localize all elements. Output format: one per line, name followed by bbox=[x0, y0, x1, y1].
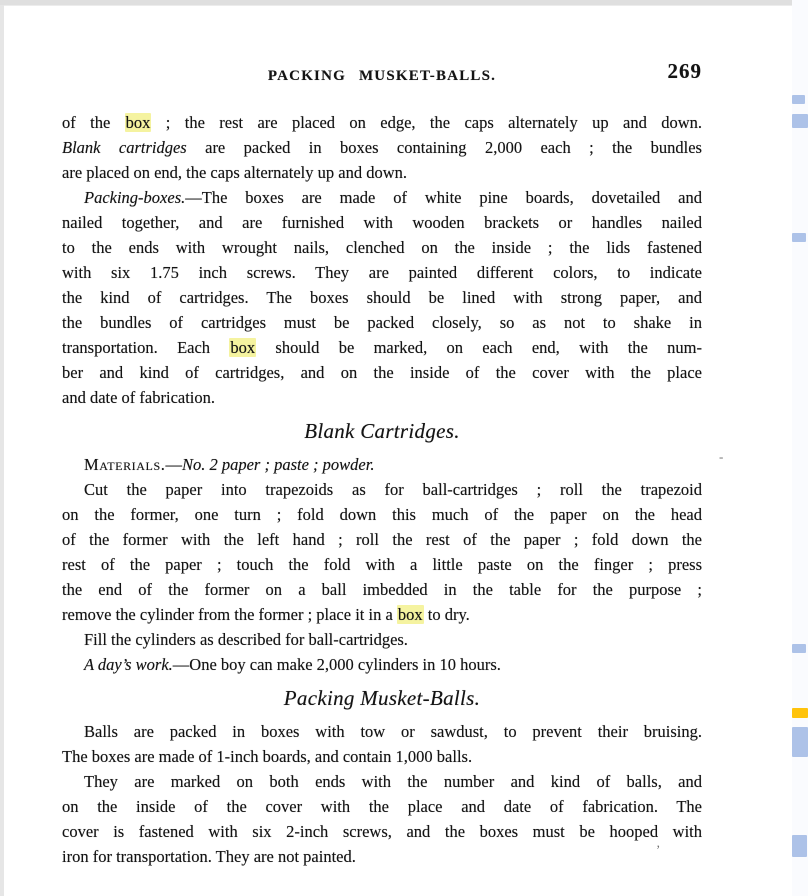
text-segment: They are marked on both ends with the number and kind of balls, and bbox=[84, 772, 702, 791]
text-segment: —The boxes are made of white pine boards, dovetailed and bbox=[185, 188, 702, 207]
text-segment: Cut the paper into trapezoids as for ball-cartridges ; roll the trapezoid bbox=[84, 480, 702, 499]
paragraph bbox=[62, 627, 702, 652]
search-result-marker[interactable] bbox=[792, 727, 808, 757]
text-line bbox=[62, 552, 702, 577]
text-segment: on the former, one turn ; fold down this much of the paper on the head bbox=[62, 505, 702, 524]
text-line bbox=[62, 627, 702, 652]
text-line bbox=[62, 235, 702, 260]
text-line bbox=[62, 527, 702, 552]
text-line bbox=[62, 744, 702, 769]
paragraph bbox=[62, 769, 702, 869]
text-line bbox=[62, 719, 702, 744]
text-segment: iron for transportation. They are not painted. bbox=[62, 847, 356, 866]
paragraph bbox=[62, 452, 702, 477]
text-segment: rest of the paper ; touch the fold with a little paste on the finger ; press bbox=[62, 555, 702, 574]
text-line bbox=[62, 652, 702, 677]
text-line bbox=[62, 360, 702, 385]
page-text bbox=[62, 110, 702, 869]
running-head: PACKING MUSKET-BALLS. bbox=[267, 68, 497, 84]
text-segment: should be marked, on each end, with the num- bbox=[256, 338, 703, 357]
text-segment: with six 1.75 inch screws. They are painted different colors, to indicate bbox=[62, 263, 702, 282]
text-line bbox=[62, 335, 702, 360]
text-line bbox=[62, 769, 702, 794]
text-segment: and date of fabrication. bbox=[62, 388, 216, 407]
text-line bbox=[62, 285, 702, 310]
text-segment: transportation. Each bbox=[62, 338, 230, 357]
text-line bbox=[62, 602, 702, 627]
search-result-marker[interactable] bbox=[792, 233, 806, 242]
search-highlight: box bbox=[397, 605, 423, 624]
search-result-marker[interactable] bbox=[792, 835, 807, 857]
text-segment: —One boy can make 2,000 cylinders in 10 hours. bbox=[172, 655, 501, 674]
scan-artifact: - bbox=[719, 449, 724, 464]
text-line bbox=[62, 452, 702, 477]
text-line bbox=[62, 844, 702, 869]
page-number: 269 bbox=[667, 59, 702, 83]
text-segment: ; the rest are placed on edge, the caps alternately up and down. bbox=[151, 113, 703, 132]
search-result-marker[interactable] bbox=[792, 95, 805, 104]
text-segment: remove the cylinder from the former ; place it in a bbox=[62, 605, 397, 624]
search-highlight: box bbox=[230, 338, 256, 357]
text-segment: are placed on end, the caps alternately up and down. bbox=[62, 163, 407, 182]
scanned-page bbox=[4, 6, 792, 896]
scan-artifact: ʼ bbox=[656, 842, 661, 857]
page-content bbox=[62, 6, 702, 869]
text-segment: the bundles of cartridges must be packed closely, so as not to shake in bbox=[62, 313, 702, 332]
text-segment: The boxes are made of 1-inch boards, and contain 1,000 balls. bbox=[62, 747, 473, 766]
text-line bbox=[62, 210, 702, 235]
section-heading: Packing Musket-Balls. bbox=[283, 686, 481, 710]
text-segment: on the inside of the cover with the place and date of fabrication. The bbox=[62, 797, 702, 816]
text-line bbox=[62, 577, 702, 602]
paragraph bbox=[62, 185, 702, 410]
text-segment: Blank cartridges bbox=[62, 138, 187, 157]
text-line bbox=[62, 477, 702, 502]
text-segment: Packing-boxes. bbox=[84, 188, 186, 207]
text-segment: nailed together, and are furnished with wooden brackets or handles nailed bbox=[62, 213, 702, 232]
page-header bbox=[62, 59, 702, 89]
text-line bbox=[62, 310, 702, 335]
text-segment: the end of the former on a ball imbedded in the table for the purpose ; bbox=[62, 580, 702, 599]
text-segment: No. 2 paper ; paste ; powder. bbox=[181, 455, 375, 474]
text-segment: — bbox=[165, 455, 182, 474]
text-segment: ber and kind of cartridges, and on the inside of the cover with the place bbox=[62, 363, 702, 382]
paragraph bbox=[62, 652, 702, 677]
text-segment: Balls are packed in boxes with tow or sawdust, to prevent their bruising. bbox=[84, 722, 702, 741]
paragraph bbox=[62, 477, 702, 627]
current-match-marker[interactable] bbox=[792, 708, 808, 718]
search-result-marker[interactable] bbox=[792, 644, 806, 653]
text-line bbox=[62, 260, 702, 285]
text-segment: to the ends with wrought nails, clenched on the inside ; the lids fastened bbox=[62, 238, 702, 257]
text-segment: A day’s work. bbox=[84, 655, 173, 674]
text-line bbox=[62, 385, 702, 410]
text-segment: Materials. bbox=[84, 455, 166, 474]
text-line bbox=[62, 135, 702, 160]
text-segment: are packed in boxes containing 2,000 each ; the bundles bbox=[186, 138, 702, 157]
text-line bbox=[62, 160, 702, 185]
text-line bbox=[62, 110, 702, 135]
text-segment: cover is fastened with six 2-inch screws, and the boxes must be hooped with bbox=[62, 822, 702, 841]
text-line bbox=[62, 794, 702, 819]
text-line bbox=[62, 185, 702, 210]
text-segment: the kind of cartridges. The boxes should be lined with strong paper, and bbox=[62, 288, 702, 307]
text-segment: of the former with the left hand ; roll the rest of the paper ; fold down the bbox=[62, 530, 702, 549]
paragraph bbox=[62, 110, 702, 185]
text-segment: to dry. bbox=[423, 605, 470, 624]
text-line bbox=[62, 502, 702, 527]
search-result-marker[interactable] bbox=[792, 114, 808, 128]
scrollbar-track[interactable] bbox=[792, 0, 808, 896]
section-heading: Blank Cartridges. bbox=[304, 419, 460, 443]
text-segment: of the bbox=[62, 113, 125, 132]
text-segment: Fill the cylinders as described for ball-cartridges. bbox=[84, 630, 408, 649]
search-highlight: box bbox=[125, 113, 151, 132]
paragraph bbox=[62, 719, 702, 769]
text-line bbox=[62, 819, 702, 844]
